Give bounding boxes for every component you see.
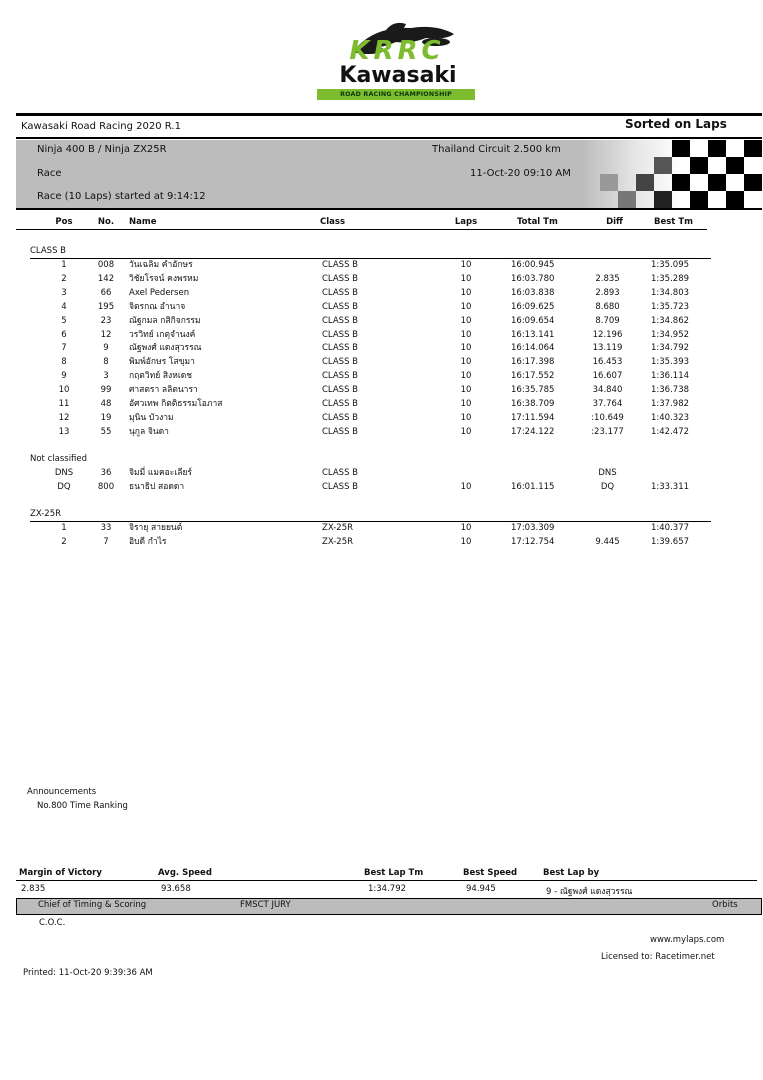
cell-total: 16:38.709 [511,399,555,409]
cell-best: 1:36.738 [651,385,690,396]
summary-avg-value: 93.658 [161,884,191,894]
group-title-zx: ZX-25R [30,509,62,519]
session-datetime: 11-Oct-20 09:10 AM [470,168,571,179]
summary-bestspeed-value: 94.945 [466,884,496,894]
table-row [0,535,763,549]
cell-class: CLASS B [322,385,359,396]
cell-class: CLASS B [322,412,359,423]
table-row [0,341,763,355]
cell-no: 142 [97,273,115,284]
cell-no: 66 [100,287,112,298]
table-row [0,480,763,494]
logo-subtitle: ROAD RACING CHAMPIONSHIP [317,89,475,100]
cell-total: 16:03.780 [511,273,555,284]
cell-class: ZX-25R [322,536,354,547]
cell-best: 1:34.952 [651,329,690,340]
cell-diff: 16.607 [592,371,623,382]
cell-diff: 8.680 [595,301,620,312]
cell-no: 008 [97,260,115,270]
cell-pos: 6 [61,329,67,340]
race-start-label: Race (10 Laps) started at 9:14:12 [37,191,206,202]
table-row [0,411,763,425]
cell-pos: 1 [61,260,67,270]
cell-diff: 16.453 [592,357,623,368]
summary-bestlap-value: 1:34.792 [368,884,407,894]
jury-label: FMSCT JURY [240,900,291,910]
cell-pos: 11 [58,399,70,409]
col-pos: Pos [55,217,73,227]
licensed-label: Licensed to: Racetimer.net [601,952,715,962]
cell-no: 33 [100,523,112,533]
cell-laps: 10 [460,315,472,326]
announcements-title: Announcements [27,787,97,797]
cell-name: จิมมี่ แมคอะเลียร์ [129,468,192,478]
table-row [0,369,763,383]
sort-label: Sorted on Laps [625,117,727,131]
cell-laps: 10 [460,301,472,312]
cell-best: 1:35.723 [651,301,690,312]
table-row [0,466,763,480]
cell-laps: 10 [460,481,472,492]
table-row [0,328,763,342]
cell-total: 16:14.064 [511,343,555,354]
cell-best: 1:40.377 [651,523,690,533]
session-label: Race [37,168,62,179]
cell-total: 16:09.654 [511,315,555,326]
cell-pos: 2 [61,273,67,284]
cell-class: CLASS B [322,315,359,326]
cell-best: 1:42.472 [651,426,690,437]
column-header-rule [16,229,707,230]
cell-name: ธนาธิป สอดดา [129,481,185,492]
cell-no: 7 [103,536,109,547]
table-row [0,425,763,439]
cell-best: 1:34.792 [651,343,690,354]
cell-laps: 10 [460,426,472,437]
cell-pos: 12 [58,412,70,423]
header-bottom-rule [16,208,762,210]
printed-label: Printed: 11-Oct-20 9:39:36 AM [23,968,153,978]
cell-class: CLASS B [322,481,359,492]
cell-no: 55 [100,426,112,437]
cell-no: 800 [97,481,115,492]
cell-pos: DQ [57,481,71,492]
cell-name: วรวิทย์ เกตุจำนงค์ [129,329,196,340]
summary-bestlap-label: Best Lap Tm [364,868,424,878]
cell-name: มุนิน บัวงาม [129,412,174,423]
summary-rule [16,880,757,881]
cell-best: 1:35.393 [651,357,690,368]
cell-class: CLASS B [322,343,359,354]
cell-name: ศาสตรา ลลิตนารา [129,385,198,396]
cell-pos: 5 [61,315,67,326]
group-title-nc: Not classified [30,454,88,464]
table-row [0,521,763,535]
cell-class: CLASS B [322,399,359,409]
summary-margin-value: 2.835 [21,884,46,894]
cell-class: CLASS B [322,371,359,382]
cell-no: 8 [103,357,109,368]
cell-laps: 10 [460,412,472,423]
chief-timing-label: Chief of Timing & Scoring [38,900,147,910]
cell-best: 1:35.289 [651,273,690,284]
cell-no: 23 [100,315,112,326]
cell-laps: 10 [460,523,472,533]
cell-pos: 1 [61,523,67,533]
cell-best: 1:35.095 [651,260,690,270]
category-label: Ninja 400 B / Ninja ZX25R [37,144,167,155]
cell-class: CLASS B [322,273,359,284]
summary-bestby-value: 9 - ณัฐพงศ์ แดงสุวรรณ [546,887,633,897]
table-row [0,286,763,300]
cell-class: CLASS B [322,301,359,312]
cell-class: CLASS B [322,260,359,270]
col-no: No. [97,217,115,227]
table-row [0,397,763,411]
summary-bestspeed-label: Best Speed [463,868,518,878]
cell-diff: 2.835 [595,273,620,284]
cell-diff: DQ [600,481,615,492]
cell-total: 16:17.398 [511,357,555,368]
logo-krrc-text: KRRC [349,36,445,66]
cell-class: CLASS B [322,426,359,437]
header-top-rule [16,113,762,116]
cell-name: อัศวเทพ กิตติธรรมโอภาส [129,399,223,409]
table-row [0,355,763,369]
orbits-label: Orbits [712,900,738,910]
cell-total: 17:12.754 [511,536,555,547]
cell-no: 9 [103,343,109,354]
col-total: Total Tm [517,217,558,227]
table-row [0,272,763,286]
cell-diff: :23.177 [591,426,624,437]
cell-total: 16:01.115 [511,481,555,492]
cell-no: 36 [100,468,112,478]
cell-pos: 9 [61,371,67,382]
col-best: Best Tm [654,217,693,227]
cell-name: วิชัยโรจน์ คงพรหม [129,273,199,284]
cell-pos: 4 [61,301,67,312]
cell-diff: 8.709 [595,315,620,326]
cell-total: 17:03.309 [511,523,555,533]
header-mid-rule [16,137,762,139]
col-class: Class [320,217,346,227]
cell-laps: 10 [460,273,472,284]
cell-no: 3 [103,371,109,382]
cell-pos: 3 [61,287,67,298]
circuit-label: Thailand Circuit 2.500 km [432,144,561,155]
cell-diff: 9.445 [595,536,620,547]
cell-no: 99 [100,385,112,396]
summary-avg-label: Avg. Speed [158,868,212,878]
cell-class: CLASS B [322,357,359,368]
announcements-text: No.800 Time Ranking [37,801,128,811]
logo-brand-text: Kawasaki [339,63,457,88]
cell-best: 1:36.114 [651,371,690,382]
cell-name: จิตรกณ อำนาจ [129,301,186,312]
cell-total: 16:03.838 [511,287,555,298]
cell-class: ZX-25R [322,523,354,533]
cell-best: 1:33.311 [651,481,690,492]
cell-name: กฤตวิทย์ สิงหเดช [129,371,193,382]
cell-class: CLASS B [322,287,359,298]
cell-pos: DNS [54,468,74,478]
cell-laps: 10 [460,343,472,354]
cell-pos: 8 [61,357,67,368]
cell-diff: 34.840 [592,385,623,396]
cell-pos: 2 [61,536,67,547]
group-title-classb: CLASS B [30,246,67,256]
cell-laps: 10 [460,399,472,409]
col-diff: Diff [606,217,623,227]
table-row [0,300,763,314]
col-laps: Laps [454,217,478,227]
cell-diff: :10.649 [591,412,624,423]
cell-name: วันเฉลิม คำอักษร [129,260,193,270]
event-title: Kawasaki Road Racing 2020 R.1 [21,121,181,132]
col-name: Name [129,217,157,227]
cell-diff: DNS [598,468,617,478]
cell-name: ณัฐพงศ์ แดงสุวรรณ [129,343,202,354]
cell-total: 16:35.785 [511,385,555,396]
cell-total: 16:13.141 [511,329,555,340]
summary-bestby-label: Best Lap by [543,868,600,878]
cell-pos: 13 [58,426,70,437]
table-row [0,258,763,272]
checkered-flag-icon [582,140,762,208]
cell-laps: 10 [460,357,472,368]
table-row [0,383,763,397]
mylaps-site: www.mylaps.com [650,935,725,945]
cell-name: นุกูล จินดา [129,426,169,437]
cell-class: CLASS B [322,329,359,340]
cell-name: Axel Pedersen [129,287,190,298]
cell-diff: 12.196 [592,329,623,340]
cell-no: 12 [100,329,112,340]
cell-diff: 2.893 [595,287,620,298]
cell-total: 17:24.122 [511,426,555,437]
cell-laps: 10 [460,329,472,340]
cell-no: 48 [100,399,112,409]
cell-no: 19 [100,412,112,423]
cell-laps: 10 [460,287,472,298]
cell-name: ณัฐกมล กสิกิจกรรม [129,315,201,326]
cell-best: 1:34.862 [651,315,690,326]
cell-name: จิรายุ สายยนต์ [129,523,183,533]
cell-name: อิบดี กำไร [129,536,167,547]
cell-class: CLASS B [322,468,359,478]
cell-total: 16:00.945 [511,260,555,270]
cell-total: 16:17.552 [511,371,555,382]
cell-laps: 10 [460,536,472,547]
column-headers [0,215,763,229]
cell-total: 16:09.625 [511,301,555,312]
cell-diff: 37.764 [592,399,623,409]
coc-label: C.O.C. [39,918,66,928]
cell-pos: 10 [58,385,70,396]
cell-pos: 7 [61,343,67,354]
cell-no: 195 [97,301,115,312]
krrc-logo [316,20,480,102]
cell-best: 1:37.982 [651,399,690,409]
cell-diff: 13.119 [592,343,623,354]
cell-name: พิมพ์อักษร โสขุมา [129,357,195,368]
cell-total: 17:11.594 [511,412,555,423]
summary-margin-label: Margin of Victory [19,868,102,878]
cell-best: 1:40.323 [651,412,690,423]
cell-laps: 10 [460,371,472,382]
cell-best: 1:39.657 [651,536,690,547]
cell-laps: 10 [460,385,472,396]
cell-best: 1:34.803 [651,287,690,298]
cell-laps: 10 [460,260,472,270]
table-row [0,314,763,328]
